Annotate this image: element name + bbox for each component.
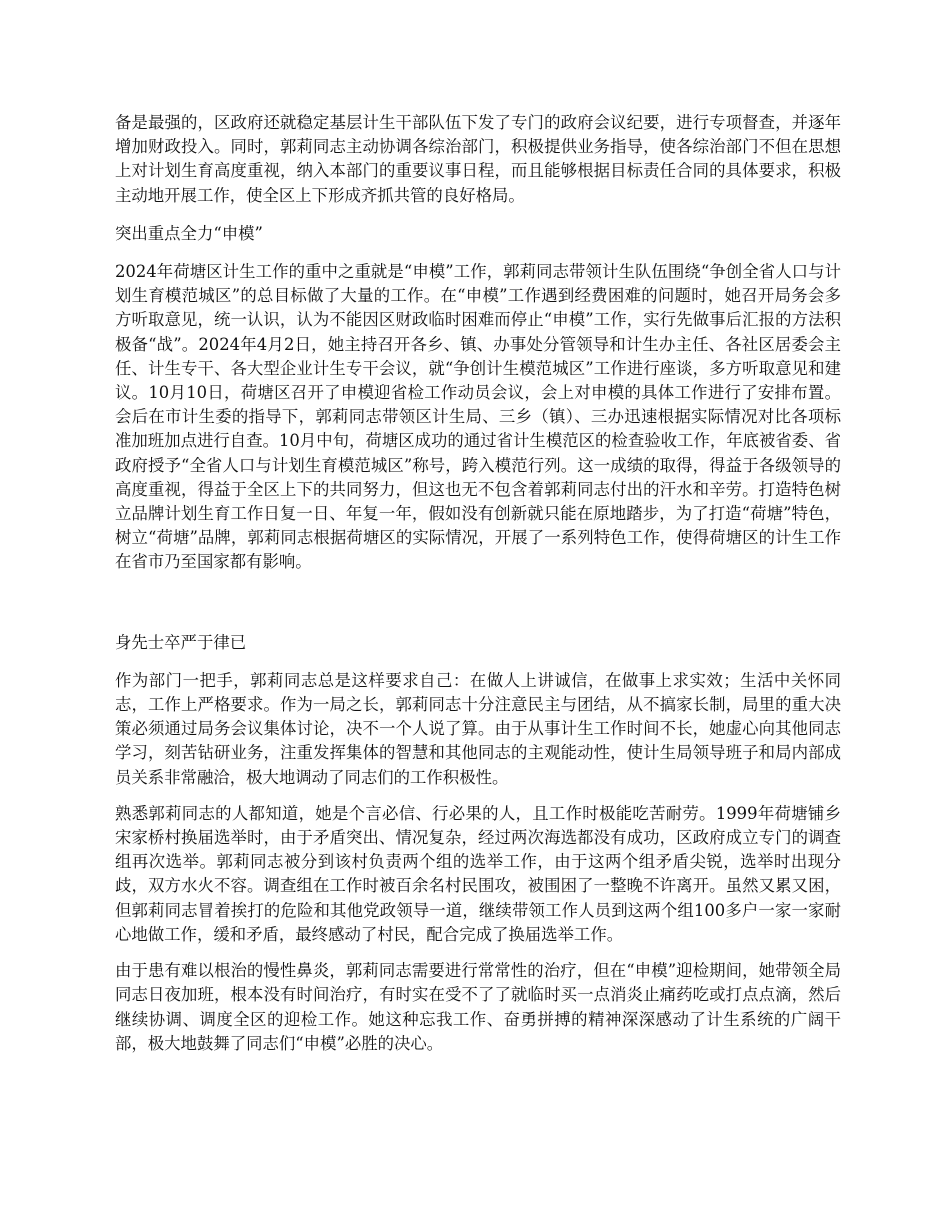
document-page [115, 111, 841, 1056]
paragraph-opening: 备是最强的，区政府还就稳定基层计生干部队伍下发了专门的政府会议纪要，进行专项督查，并逐年增加财政投入。同时，郭莉同志主动协调各综治部门，积极提供业务指导，使各综治部门不但在思想上对计划生育高度重视，纳入本部门的重要议事日程，而且能够根据目标责任合同的具体要求，积极主动地开展工作，使全区上下形成齐抓共管的良好格局。 [115, 113, 841, 205]
paragraph-dedication: 由于患有难以根治的慢性鼻炎，郭莉同志需要进行常常性的治疗，但在“申模”迎检期间，她带领全局同志日夜加班，根本没有时间治疗，有时实在受不了了就临时买一点消炎止痛药吃或打点点滴，然后继续协调、调度全区的迎检工作。她这种忘我工作、奋勇拼搏的精神深深感动了计生系统的广阔干部，极大地鼓舞了同志们“申模”必胜的决心。 [115, 961, 841, 1053]
section-heading-shenmo: 突出重点全力“申模” [115, 223, 263, 243]
paragraph-leadership: 作为部门一把手，郭莉同志总是这样要求自己：在做人上讲诚信，在做事上求实效；生活中关怀同志，工作上严格要求。作为一局之长，郭莉同志十分注意民主与团结，从不搞家长制，局里的重大决策必须通过局务会议集体讨论，决不一个人说了算。由于从事计生工作时间不长，她虚心向其他同志学习，刻苦钻研业务，注重发挥集体的智慧和其他同志的主观能动性，使计生局领导班子和局内部成员关系非常融洽，极大地调动了同志们的工作积极性。 [115, 670, 841, 787]
paragraph-election: 熟悉郭莉同志的人都知道，她是个言必信、行必果的人，且工作时极能吃苦耐劳。1999年荷塘铺乡宋家桥村换届选举时，由于矛盾突出、情况复杂，经过两次海选都没有成功，区政府成立专门的调查组再次选举。郭莉同志被分到该村负责两个组的选举工作，由于这两个组矛盾尖锐，选举时出现分歧，双方水火不容。调查组在工作时被百余名村民围攻，被围困了一整晚不许离开。虽然又累又困，但郭莉同志冒着挨打的危险和其他党政领导一道，继续带领工作人员到这两个组100多户一家一家耐心地做工作，缓和矛盾，最终感动了村民，配合完成了换届选举工作。 [115, 803, 841, 944]
paragraph-shenmo-work: 2024年荷塘区计生工作的重中之重就是“申模”工作，郭莉同志带领计生队伍围绕“争创全省人口与计划生育模范城区”的总目标做了大量的工作。在“申模”工作遇到经费困难的问题时，她召开局务会多方听取意见，统一认识，认为不能因区财政临时困难而停止“申模”工作，实行先做事后汇报的方法积极备“战”。2024年4月2日，她主持召开各乡、镇、办事处分管领导和计生办主任、各社区居委会主任、计生专干、各大型企业计生专干会议，就“争创计生模范城区”工作进行座谈，多方听取意见和建议。10月10日，荷塘区召开了申模迎省检工作动员会议，会上对申模的具体工作进行了安排布置。会后在市计生委的指导下，郭莉同志带领区计生局、三乡（镇）、三办迅速根据实际情况对比各项标准加班加点进行自查。10月中旬，荷塘区成功的通过省计生模范区的检查验收工作，年底被省委、省政府授予“全省人口与计划生育模范城区”称号，跨入模范行列。这一成绩的取得，得益于各级领导的高度重视，得益于全区上下的共同努力，但这也无不包含着郭莉同志付出的汗水和辛劳。打造特色树立品牌计划生育工作日复一日、年复一年，假如没有创新就只能在原地踏步，为了打造“荷塘”特色，树立“荷塘”品牌，郭莉同志根据荷塘区的实际情况，开展了一系列特色工作，使得荷塘区的计生工作在省市乃至国家都有影响。 [115, 262, 841, 572]
section-heading-leadership: 身先士卒严于律已 [115, 632, 247, 652]
